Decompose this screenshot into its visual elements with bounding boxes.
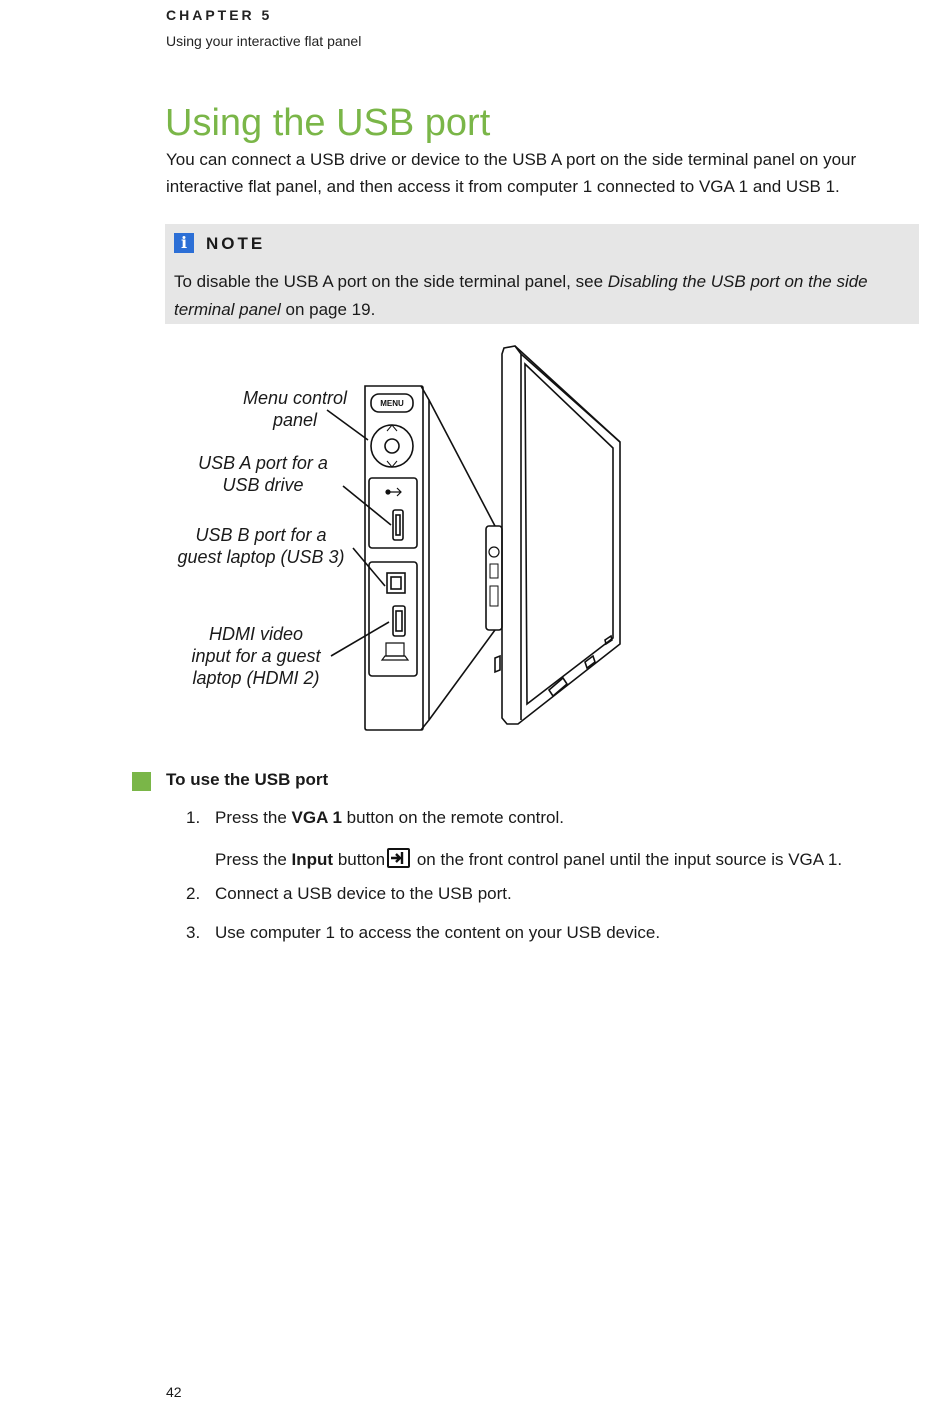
terminal-panel-figure	[165, 340, 635, 740]
label-usb-b-line2: guest laptop (USB 3)	[177, 547, 345, 567]
note-text-before: To disable the USB A port on the side terminal panel, see	[174, 272, 608, 291]
step-1-text	[215, 808, 564, 828]
note-link-title[interactable]: Disabling the USB port on the side terminal panel	[174, 272, 868, 319]
step-3-number: 3.	[186, 923, 201, 942]
note-text-after: on page 19.	[280, 300, 376, 319]
label-usb-b-line1: USB B port for a	[195, 525, 327, 545]
procedure-icon	[132, 772, 151, 791]
step-1-after: button on the remote control.	[341, 808, 565, 827]
step-1-before: Press the	[215, 808, 292, 827]
page-title: Using the USB port	[165, 102, 491, 144]
note-text	[174, 268, 904, 324]
note-label: NOTE	[206, 234, 266, 253]
label-usb-a-line1: USB A port for a	[198, 453, 328, 473]
step-1-sub-before: Press the	[215, 850, 292, 869]
step-1-substep	[215, 848, 842, 870]
label-usb-a-line2: USB drive	[222, 475, 304, 495]
step-3-text: Use computer 1 to access the content on your USB device.	[215, 923, 661, 942]
note-box	[165, 224, 919, 324]
info-icon: i	[174, 233, 194, 253]
step-1-sub-bold: Input	[291, 850, 334, 869]
step-2-text: Connect a USB device to the USB port.	[215, 884, 512, 903]
step-1-sub-middle: button	[333, 850, 386, 869]
intro-paragraph: You can connect a USB drive or device to the USB A port on the side terminal panel on your interactive flat panel, and then access it from computer 1 connected to VGA 1 and USB 1.	[166, 150, 857, 196]
step-1-sub-after: on the front control panel until the input source is VGA 1.	[412, 850, 843, 869]
label-menu-line2: panel	[272, 410, 318, 430]
label-hdmi-line2: input for a guest	[191, 646, 321, 666]
step-1-number: 1.	[186, 808, 201, 827]
step-1-bold: VGA 1	[291, 808, 342, 827]
chapter-subtitle: Using your interactive flat panel	[166, 33, 362, 49]
menu-button-text: MENU	[380, 399, 404, 408]
input-button-icon	[387, 848, 410, 868]
page-number: 42	[166, 1384, 182, 1400]
label-menu-line1: Menu control	[242, 388, 348, 408]
chapter-heading: CHAPTER 5	[166, 7, 273, 23]
panel-illustration	[165, 340, 635, 740]
label-hdmi-line3: laptop (HDMI 2)	[192, 668, 320, 688]
procedure-title: To use the USB port	[166, 770, 329, 789]
step-2-number: 2.	[186, 884, 201, 903]
label-hdmi-line1: HDMI video	[208, 624, 304, 644]
